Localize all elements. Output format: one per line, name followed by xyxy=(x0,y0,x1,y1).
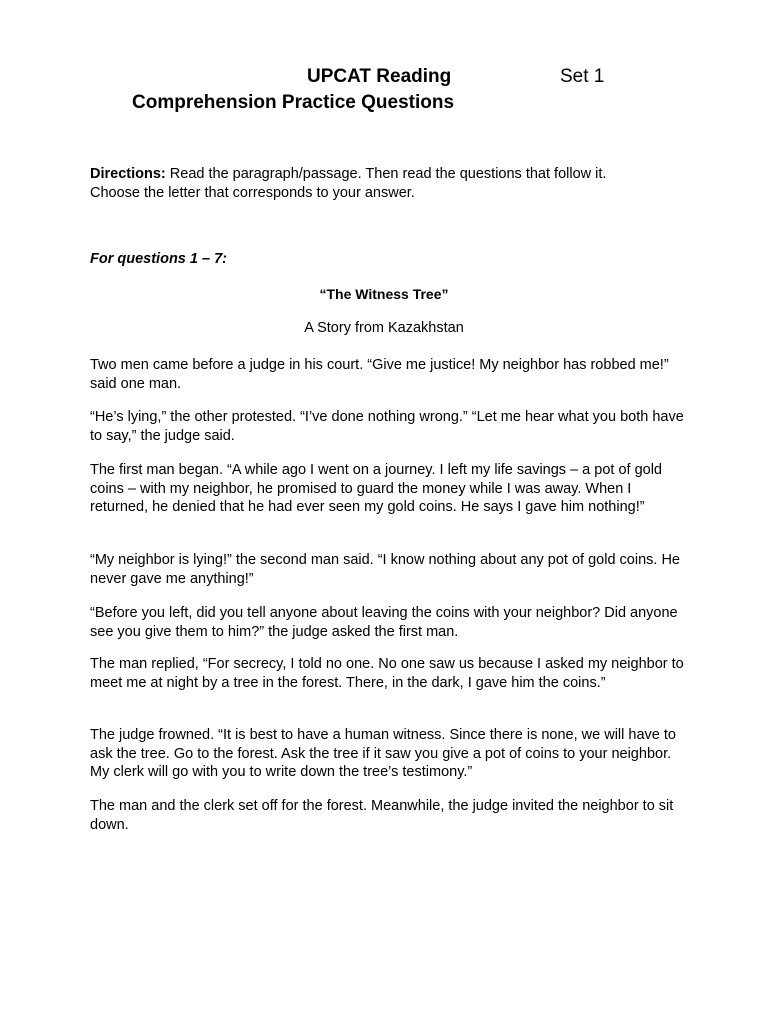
document-subtitle: Comprehension Practice Questions xyxy=(132,92,455,113)
directions-text-line1: Read the paragraph/passage. Then read the questions that follow it. xyxy=(165,166,607,182)
story-title: “The Witness Tree” xyxy=(319,286,449,302)
story-subtitle: A Story from Kazakhstan xyxy=(304,320,464,336)
passage-paragraph: The judge frowned. “It is best to have a human witness. Since there is none, we will have to ask the tree. Go to the forest. Ask the tree if it saw you give a pot of coins to your neighbor. My clerk will go with you to write down the tree’s testimony.” xyxy=(90,727,676,780)
questions-range-heading: For questions 1 – 7: xyxy=(90,251,227,267)
passage-paragraph: “Before you left, did you tell anyone about leaving the coins with your neighbor? Did anyone see you give them to him?” the judge asked the first man. xyxy=(90,605,678,640)
directions-block xyxy=(90,165,690,203)
directions-text-line2: Choose the letter that corresponds to your answer. xyxy=(90,185,415,201)
passage-paragraph: “He’s lying,” the other protested. “I’ve done nothing wrong.” “Let me hear what you both have to say,” the judge said. xyxy=(90,409,684,444)
passage-paragraph: “My neighbor is lying!” the second man said. “I know nothing about any pot of gold coins. He never gave me anything!” xyxy=(90,552,680,587)
set-label: Set 1 xyxy=(560,66,605,87)
document-title: UPCAT Reading xyxy=(307,66,452,87)
passage-paragraph: Two men came before a judge in his court. “Give me justice! My neighbor has robbed me!” said one man. xyxy=(90,357,669,392)
directions-label: Directions: xyxy=(90,166,166,182)
passage-paragraph: The man and the clerk set off for the forest. Meanwhile, the judge invited the neighbor to sit down. xyxy=(90,798,674,833)
passage-paragraph: The man replied, “For secrecy, I told no one. No one saw us because I asked my neighbor to meet me at night by a tree in the forest. There, in the dark, I gave him the coins.” xyxy=(90,656,684,691)
passage-paragraph: The first man began. “A while ago I went on a journey. I left my life savings – a pot of gold coins – with my neighbor, he promised to guard the money while I was away. When I returned, he denied that he had ever seen my gold coins. He says I gave him nothing!” xyxy=(90,462,662,515)
